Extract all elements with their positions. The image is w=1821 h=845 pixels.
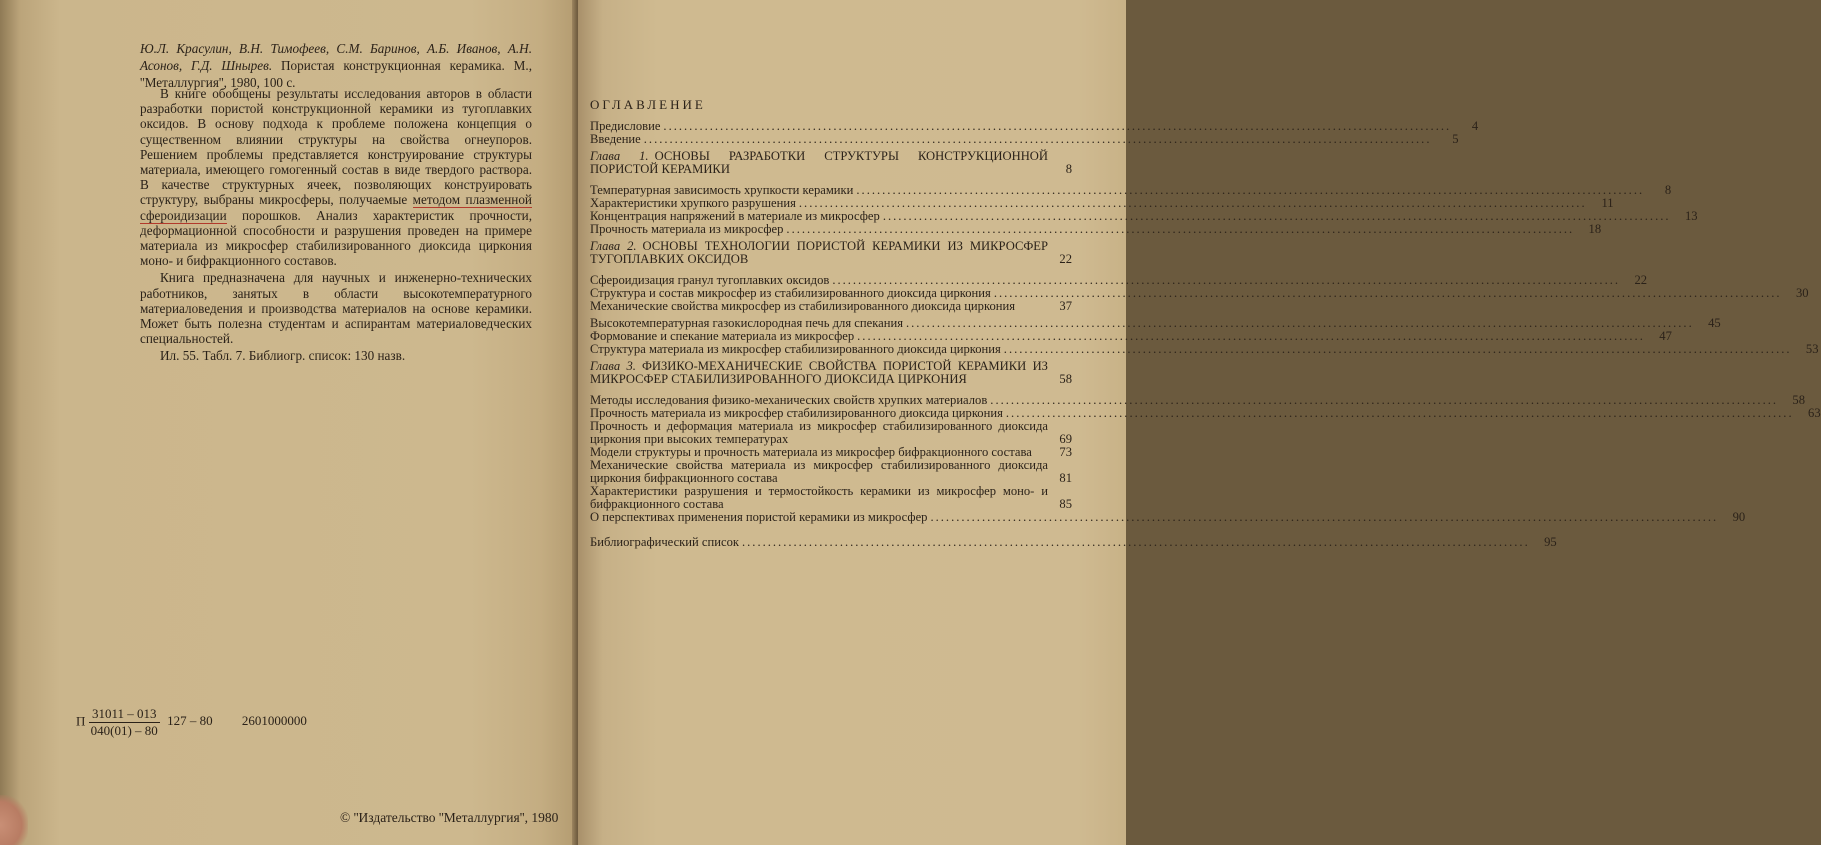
toc-entry-title: Модели структуры и прочность материала из микросфер бифракционного состава: [590, 445, 1032, 459]
leader-dots: .........................................................................................................................................................: [786, 222, 1575, 236]
toc-entry: [590, 459, 1072, 485]
toc-entry-page: 63: [1808, 406, 1821, 420]
toc-entry-title: Температурная зависимость хрупкости керамики: [590, 183, 854, 197]
abstract: [140, 86, 532, 366]
toc-entry-page: 8: [1664, 183, 1672, 197]
audience-paragraph: Книга предназначена для научных и инженерно-технических работников, занятых в области высокотемпературного материаловедения и производства материалов на основе керамики. Может быть полезна студентам и аспирантам материаловедческих специальностей.: [140, 270, 532, 347]
index-prefix: П: [76, 713, 86, 729]
toc-entry-title: Механические свойства материала из микросфер стабилизированного диоксида циркония бифракционного состава: [590, 458, 1048, 485]
index-code: 127 – 80: [167, 713, 213, 729]
leader-dots: .........................................................................................................................................................: [1005, 406, 1794, 420]
leader-dots: .........................................................................................................................................................: [990, 393, 1779, 407]
left-page: [0, 0, 578, 845]
toc-entry-page: 85: [1059, 497, 1072, 511]
index-number: 2601000000: [241, 713, 307, 729]
illustrations-count: Ил. 55. Табл. 7. Библиогр. список: 130 назв.: [160, 348, 406, 364]
toc-entry-page: 95: [1544, 535, 1557, 549]
leader-dots: .........................................................................................................................................................: [742, 535, 1530, 549]
toc-entry-title: Прочность материала из микросфер стабилизированного диоксида циркония: [590, 406, 1003, 420]
bibliographic-record: [140, 40, 532, 91]
toc-entry-title: Предисловие: [590, 119, 661, 133]
toc-entry-title: Высокотемпературная газокислородная печь для спекания: [590, 316, 903, 330]
toc-entry-title: Характеристики хрупкого разрушения: [590, 196, 796, 210]
toc-entry: [590, 510, 1746, 524]
chapter-heading: [590, 360, 1072, 386]
leader-dots: .........................................................................................................................................................: [798, 196, 1587, 210]
toc-entry-page: 11: [1601, 196, 1614, 210]
index-denominator: 040(01) – 80: [90, 723, 158, 738]
toc-entry-page: 90: [1732, 510, 1746, 524]
index-numerator: 31011 – 013: [89, 706, 160, 723]
toc-entry: [590, 420, 1072, 446]
toc-entry: [590, 485, 1072, 511]
toc-entry-title: Введение: [590, 132, 641, 146]
toc-entry-page: 69: [1059, 432, 1072, 446]
chapter-label: Глава 1.: [590, 149, 649, 163]
chapter-title: Глава 1. ОСНОВЫ РАЗРАБОТКИ СТРУКТУРЫ КОНСТРУКЦИОННОЙ ПОРИСТОЙ КЕРАМИКИ: [590, 149, 1048, 176]
book-title-line: Пористая конструкционная керамика. М., ''Металлургия'', 1980, 100 с.: [140, 58, 532, 90]
toc-entry-page: 81: [1059, 471, 1072, 485]
toc-entry: [590, 535, 1557, 549]
toc-entry-title: Механические свойства микросфер из стабилизированного диоксида циркония: [590, 299, 1016, 313]
authors-names: Ю.Л. Красулин, В.Н. Тимофеев, С.М. Баринов, А.Б. Иванов, А.Н. Асонов, Г.Д. Шнырев.: [140, 41, 532, 73]
toc-entry-title: Прочность материала из микросфер: [590, 222, 784, 236]
abstract-part1: В книге обобщены результаты исследования авторов в области разработки пористой конструкционной керамики из тугоплавких оксидов. В основу подхода к проблеме положена концепция о существенном влиянии структуры на свойства огнеупоров. Решением проблемы представляется конструирование структуры материала, имеющего гомогенный состав в виде твердого раствора. В качестве структурных ячеек, позволяющих конструировать структуру, выбраны микросферы, получаемые: [140, 86, 532, 208]
chapter-title: Глава 2. ОСНОВЫ ТЕХНОЛОГИИ ПОРИСТОЙ КЕРАМИКИ ИЗ МИКРОСФЕР ТУГОПЛАВКИХ ОКСИДОВ: [590, 239, 1048, 266]
chapter-heading: [590, 150, 1072, 176]
leader-dots: .........................................................................................................................................................: [906, 316, 1694, 330]
toc-entry-page: 47: [1659, 329, 1672, 343]
chapter-page: 8: [1065, 162, 1072, 176]
chapter-label: Глава 2.: [590, 239, 637, 253]
abstract-part2: порошков. Анализ характеристик прочности, деформационной способности и разрушения проведен на примере материала из микросфер стабилизированного диоксида циркония моно- и бифракционного составов.: [140, 207, 532, 269]
leader-dots: .........................................................................................................................................................: [663, 119, 1452, 133]
toc-entry-page: 30: [1795, 286, 1809, 300]
toc-entry-title: Формование и спекание материала из микросфер: [590, 329, 855, 343]
table-of-contents: [590, 119, 1821, 549]
toc-entry-page: 58: [1792, 393, 1806, 407]
chapter-page: 22: [1059, 252, 1072, 266]
toc-entry-title: Прочность и деформация материала из микросфер стабилизированного диоксида циркония при высоких температурах: [590, 419, 1048, 446]
toc-entry-title: Характеристики разрушения и термостойкость керамики из микросфер моно- и бифракционного состава: [590, 484, 1048, 511]
leader-dots: .........................................................................................................................................................: [643, 132, 1432, 146]
toc-entry-page: 4: [1471, 119, 1479, 133]
copyright: © ''Издательство ''Металлургия'', 1980: [340, 810, 559, 825]
leader-dots: .........................................................................................................................................................: [993, 286, 1782, 300]
leader-dots: .........................................................................................................................................................: [856, 183, 1645, 197]
chapter-page: 58: [1059, 372, 1072, 386]
toc-entry-title: Методы исследования физико-механических свойств хрупких материалов: [590, 393, 988, 407]
chapter-title: Глава 3. ФИЗИКО-МЕХАНИЧЕСКИЕ СВОЙСТВА ПОРИСТОЙ КЕРАМИКИ ИЗ МИКРОСФЕР СТАБИЛИЗИРОВАННОГО ДИОКСИДА ЦИРКОНИЯ: [590, 359, 1048, 386]
toc-entry: [590, 132, 1459, 146]
toc-entry-page: 53: [1805, 342, 1819, 356]
abstract-paragraph: [140, 86, 532, 268]
chapter-heading: [590, 240, 1072, 266]
leader-dots: .........................................................................................................................................................: [857, 329, 1645, 343]
toc-entry: [590, 222, 1602, 236]
toc-entry-title: О перспективах применения пористой керамики из микросфер: [590, 510, 928, 524]
toc-entry: [590, 342, 1819, 356]
toc-entry-title: Библиографический список: [590, 535, 739, 549]
toc-entry-page: 18: [1588, 222, 1602, 236]
index-fraction: [89, 706, 160, 739]
leader-dots: .........................................................................................................................................................: [930, 510, 1719, 524]
toc-entry-page: 37: [1059, 299, 1072, 313]
toc-entry-page: 73: [1059, 445, 1072, 459]
toc-entry-title: Структура материала из микросфер стабилизированного диоксида циркония: [590, 342, 1001, 356]
toc-entry-page: 5: [1452, 132, 1459, 146]
toc-entry-title: Структура и состав микросфер из стабилизированного диоксида циркония: [590, 286, 991, 300]
toc-entry-page: 13: [1684, 209, 1698, 223]
thumb: [0, 795, 28, 845]
toc-entry-title: Концентрация напряжений в материале из микросфер: [590, 209, 880, 223]
leader-dots: .........................................................................................................................................................: [832, 273, 1621, 287]
toc-entry-page: 22: [1634, 273, 1648, 287]
leader-dots: .........................................................................................................................................................: [1003, 342, 1792, 356]
underlined-phrase: методом плазменной сфероидизации: [140, 192, 532, 223]
publication-index: [76, 706, 307, 739]
toc-entry-title: Сфероидизация гранул тугоплавких оксидов: [590, 273, 830, 287]
leader-dots: .........................................................................................................................................................: [882, 209, 1671, 223]
toc-entry-page: 45: [1708, 316, 1721, 330]
toc-entry: [590, 300, 1072, 313]
toc-title: ОГЛАВЛЕНИЕ: [590, 97, 706, 112]
chapter-label: Глава 3.: [590, 359, 636, 373]
